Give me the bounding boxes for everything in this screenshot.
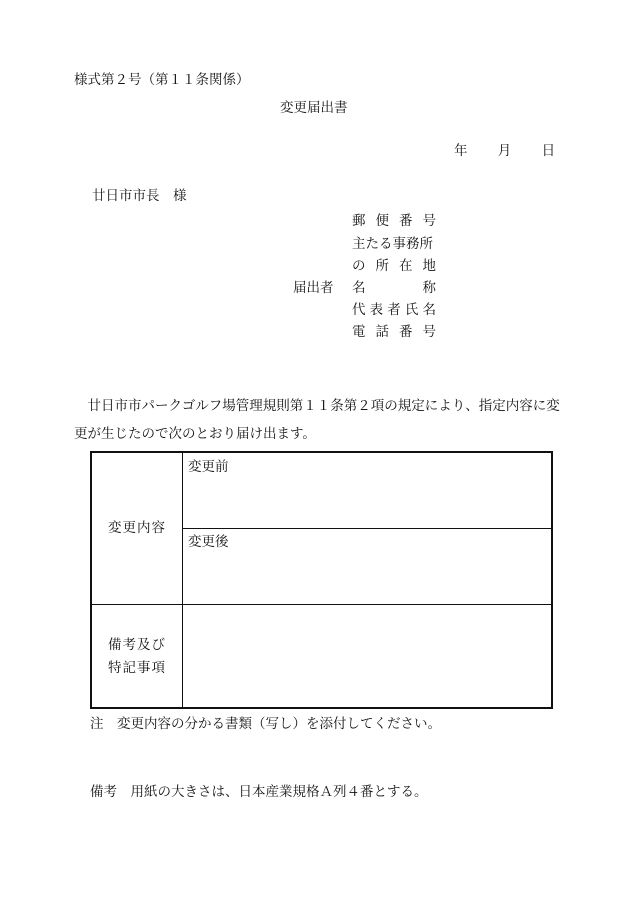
change-content-label: 変更内容 — [108, 520, 166, 536]
after-label: 変更後 — [188, 534, 229, 550]
table-divider-before-after — [182, 528, 551, 529]
table-divider-remarks — [92, 604, 551, 605]
addressee: 廿日市市長 様 — [92, 188, 187, 204]
applicant-field-phone: 電 話 番 号 — [352, 324, 436, 340]
date-year: 年 — [454, 143, 468, 159]
table-divider-vertical — [182, 453, 183, 707]
body-text: 廿日市市パークゴルフ場管理規則第１１条第２項の規定により、指定内容に変更が生じたので次のとおり届け出ます。 — [74, 398, 560, 442]
applicant-field-location: の 所 在 地 — [352, 258, 436, 274]
date-line — [454, 145, 555, 159]
document-title: 変更届出書 — [280, 100, 348, 116]
before-label: 変更前 — [188, 459, 229, 475]
attachment-note: 注 変更内容の分かる書類（写し）を添付してください。 — [90, 716, 441, 732]
remarks-label-line2: 特記事項 — [108, 660, 166, 676]
date-month: 月 — [497, 143, 512, 159]
applicant-field-postal-code: 郵 便 番 号 — [352, 213, 436, 229]
applicant-field-main-office: 主たる事務所 — [352, 236, 433, 252]
change-table — [90, 451, 553, 709]
applicant-field-representative: 代 表 者 氏 名 — [352, 302, 436, 318]
applicant-field-name: 名 称 — [352, 280, 436, 296]
applicant-label: 届出者 — [293, 280, 334, 296]
footer-remark: 備考 用紙の大きさは、日本産業規格Ａ列４番とする。 — [90, 784, 428, 800]
date-day: 日 — [541, 143, 556, 159]
form-number: 様式第２号（第１１条関係） — [74, 72, 250, 88]
remarks-label-line1: 備考及び — [108, 637, 166, 653]
